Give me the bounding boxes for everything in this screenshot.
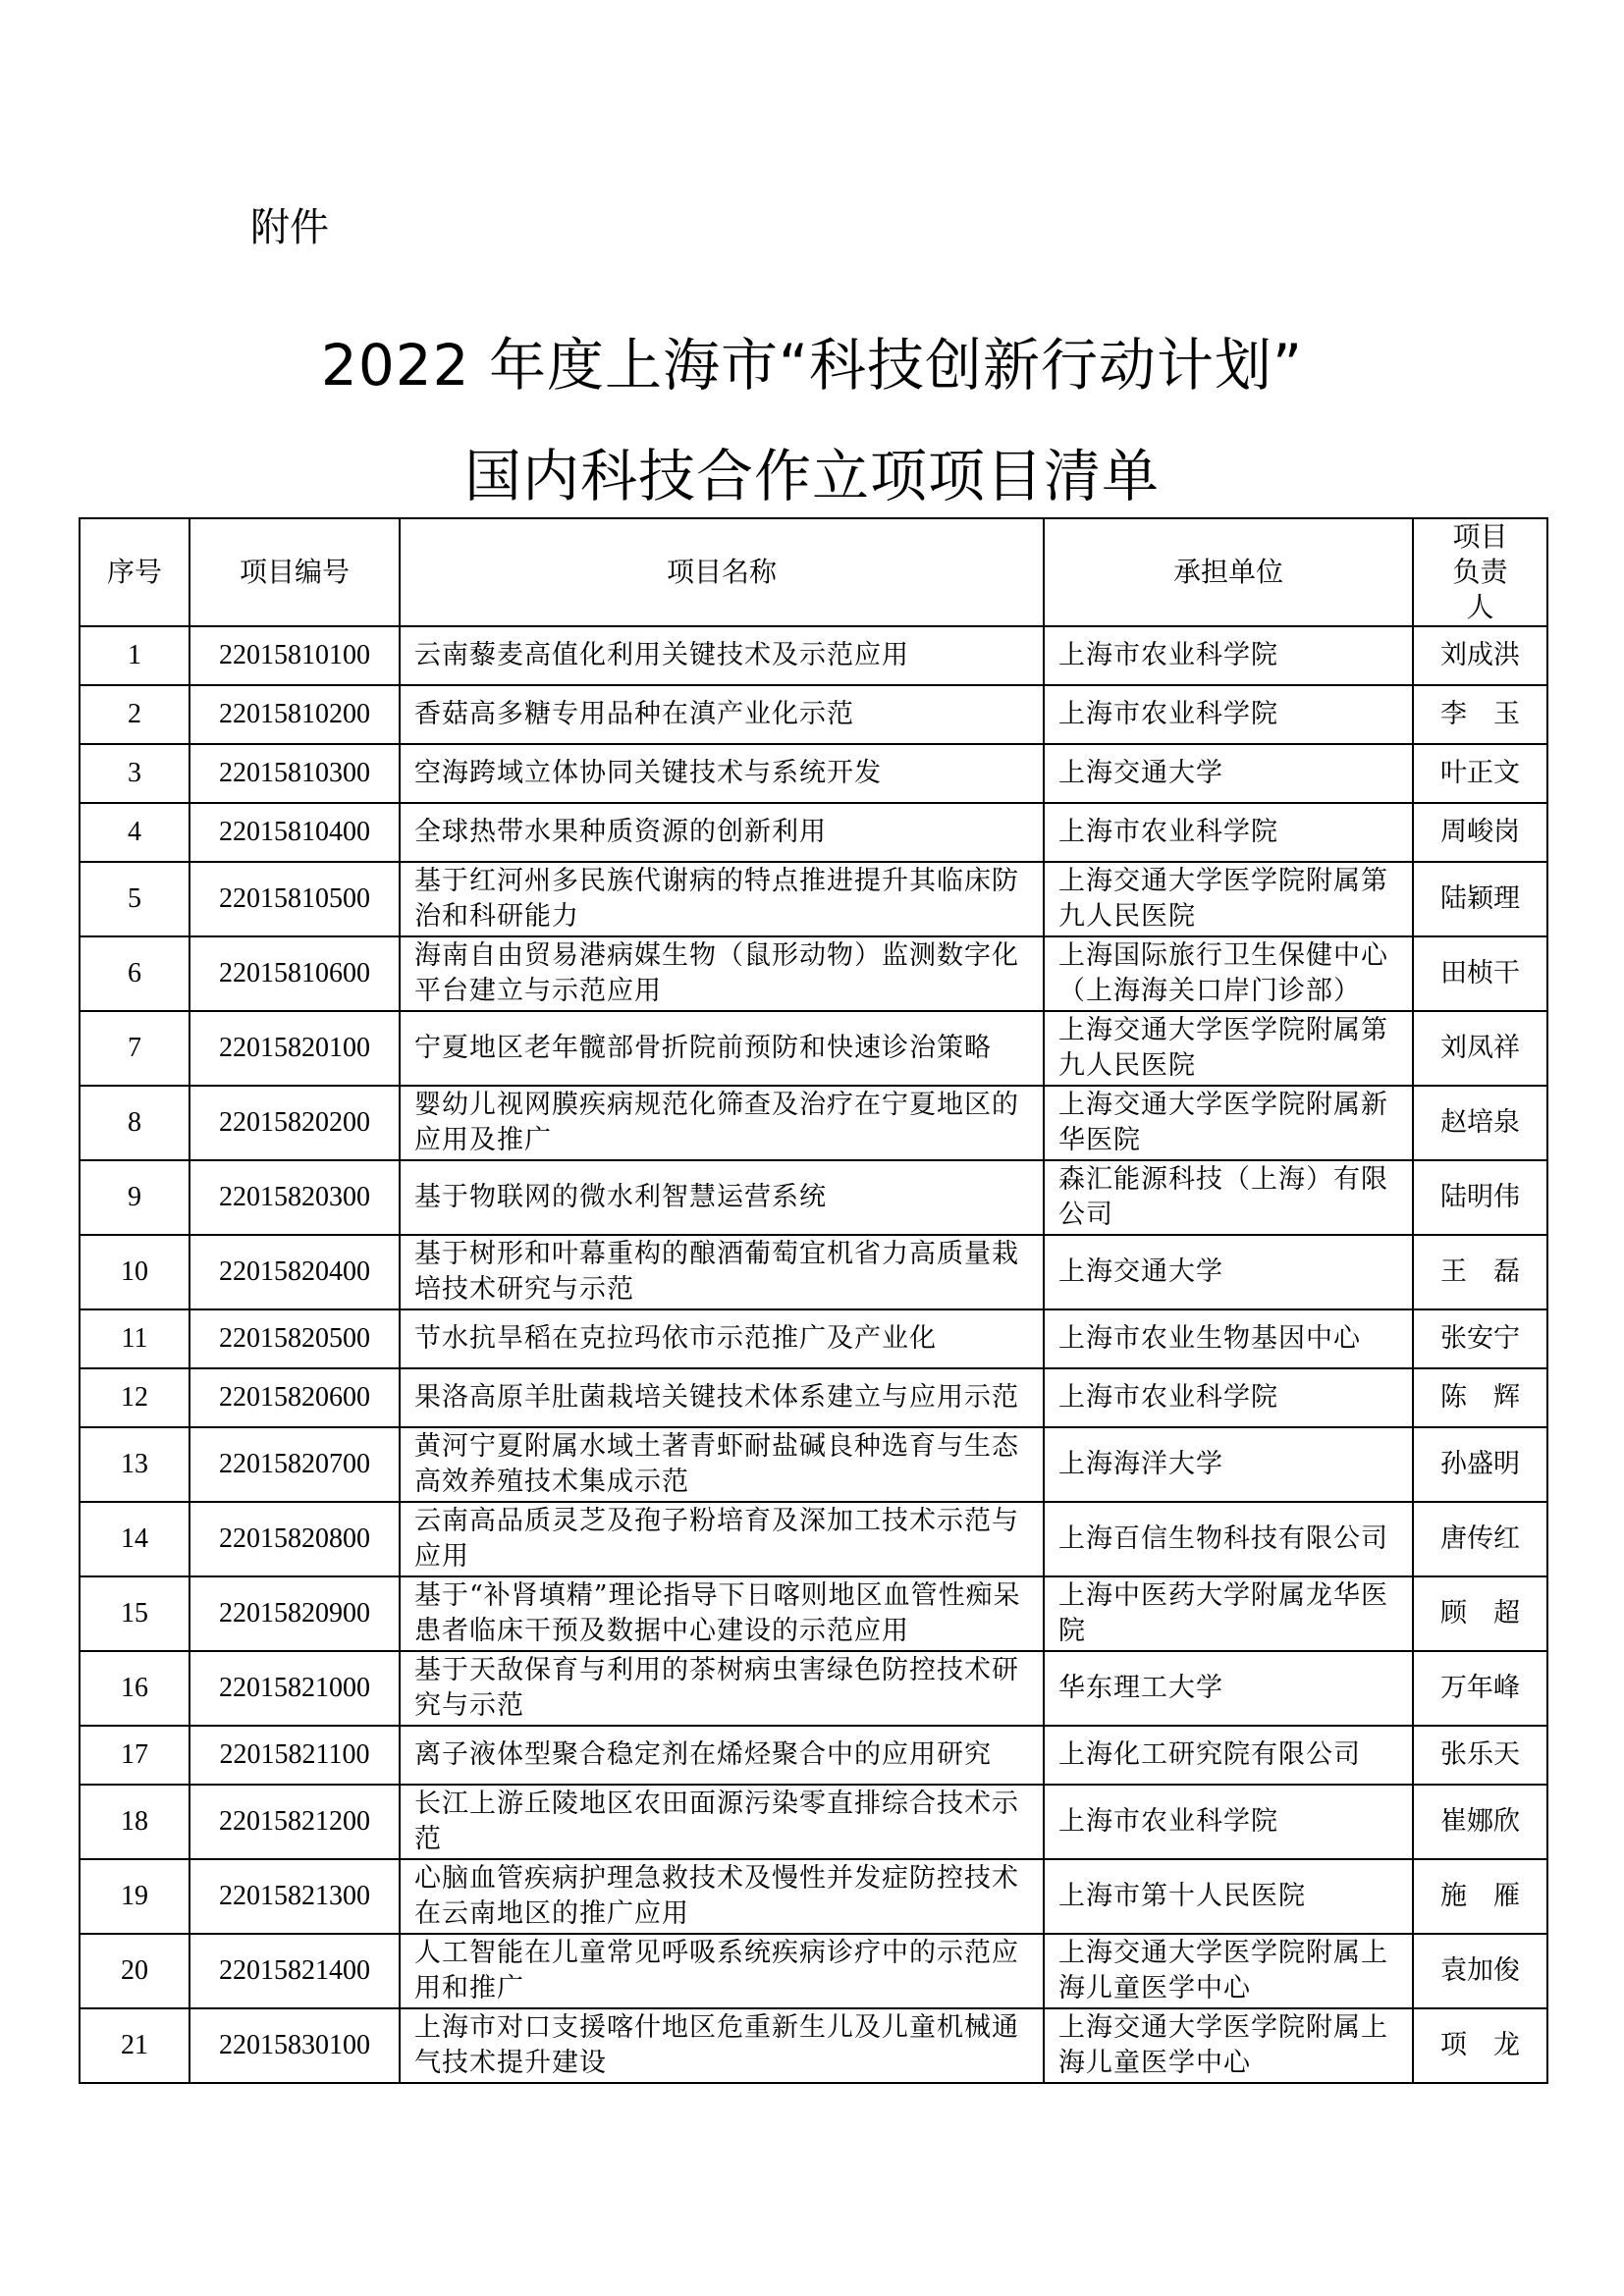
page-title-line2: 国内科技合作立项项目清单 <box>463 443 1160 509</box>
cell-org: 上海国际旅行卫生保健中心（上海海关口岸门诊部） <box>1044 936 1413 1011</box>
cell-code: 22015820100 <box>189 1011 400 1086</box>
cell-leader: 赵培泉 <box>1413 1086 1547 1160</box>
cell-project-name: 宁夏地区老年髋部骨折院前预防和快速诊治策略 <box>400 1011 1044 1086</box>
cell-code: 22015821200 <box>189 1785 400 1859</box>
cell-org: 上海交通大学 <box>1044 1235 1413 1309</box>
cell-seq: 18 <box>80 1785 189 1859</box>
cell-code: 22015820700 <box>189 1427 400 1502</box>
annex-label: 附件 <box>250 205 329 250</box>
cell-project-name: 空海跨域立体协同关键技术与系统开发 <box>400 744 1044 803</box>
table-row <box>80 1368 1547 1427</box>
cell-seq: 1 <box>80 626 189 685</box>
cell-leader: 顾 超 <box>1413 1576 1547 1651</box>
cell-org: 上海交通大学医学院附属新华医院 <box>1044 1086 1413 1160</box>
cell-code: 22015820500 <box>189 1309 400 1368</box>
table-row <box>80 1576 1547 1651</box>
page-title-line1: 2022 年度上海市“科技创新行动计划” <box>320 332 1304 399</box>
cell-leader: 崔娜欣 <box>1413 1785 1547 1859</box>
cell-code: 22015830100 <box>189 2008 400 2083</box>
table-row <box>80 1651 1547 1726</box>
cell-seq: 21 <box>80 2008 189 2083</box>
cell-project-name: 节水抗旱稻在克拉玛依市示范推广及产业化 <box>400 1309 1044 1368</box>
cell-org: 森汇能源科技（上海）有限公司 <box>1044 1160 1413 1235</box>
table-row <box>80 936 1547 1011</box>
table-row <box>80 1086 1547 1160</box>
header-leader: 项目负责人 <box>1413 518 1547 626</box>
cell-leader: 陈 辉 <box>1413 1368 1547 1427</box>
cell-seq: 7 <box>80 1011 189 1086</box>
cell-code: 22015820400 <box>189 1235 400 1309</box>
cell-code: 22015821400 <box>189 1934 400 2008</box>
cell-org: 上海交通大学医学院附属第九人民医院 <box>1044 1011 1413 1086</box>
table-row <box>80 1309 1547 1368</box>
cell-project-name: 云南藜麦高值化利用关键技术及示范应用 <box>400 626 1044 685</box>
cell-seq: 11 <box>80 1309 189 1368</box>
table-row <box>80 626 1547 685</box>
cell-code: 22015820300 <box>189 1160 400 1235</box>
table-row <box>80 1859 1547 1934</box>
cell-leader: 刘凤祥 <box>1413 1011 1547 1086</box>
cell-seq: 2 <box>80 685 189 744</box>
cell-org: 上海市农业科学院 <box>1044 685 1413 744</box>
table-row <box>80 685 1547 744</box>
header-org: 承担单位 <box>1044 518 1413 626</box>
cell-project-name: 人工智能在儿童常见呼吸系统疾病诊疗中的示范应用和推广 <box>400 1934 1044 2008</box>
header-code: 项目编号 <box>189 518 400 626</box>
cell-project-name: 香菇高多糖专用品种在滇产业化示范 <box>400 685 1044 744</box>
table-row <box>80 1160 1547 1235</box>
cell-seq: 16 <box>80 1651 189 1726</box>
cell-leader: 张安宁 <box>1413 1309 1547 1368</box>
cell-org: 上海海洋大学 <box>1044 1427 1413 1502</box>
cell-seq: 5 <box>80 862 189 936</box>
table-header-row <box>80 518 1547 626</box>
cell-leader: 王 磊 <box>1413 1235 1547 1309</box>
cell-leader: 李 玉 <box>1413 685 1547 744</box>
cell-code: 22015821300 <box>189 1859 400 1934</box>
cell-code: 22015821100 <box>189 1726 400 1785</box>
table-row <box>80 2008 1547 2083</box>
table-row <box>80 1934 1547 2008</box>
cell-leader: 周峻岗 <box>1413 803 1547 862</box>
cell-org: 上海市农业科学院 <box>1044 1368 1413 1427</box>
cell-leader: 袁加俊 <box>1413 1934 1547 2008</box>
cell-project-name: 果洛高原羊肚菌栽培关键技术体系建立与应用示范 <box>400 1368 1044 1427</box>
cell-seq: 13 <box>80 1427 189 1502</box>
cell-code: 22015810500 <box>189 862 400 936</box>
cell-org: 上海交通大学 <box>1044 744 1413 803</box>
cell-org: 华东理工大学 <box>1044 1651 1413 1726</box>
cell-org: 上海交通大学医学院附属上海儿童医学中心 <box>1044 1934 1413 2008</box>
cell-seq: 15 <box>80 1576 189 1651</box>
cell-leader: 项 龙 <box>1413 2008 1547 2083</box>
cell-leader: 张乐天 <box>1413 1726 1547 1785</box>
cell-project-name: 上海市对口支援喀什地区危重新生儿及儿童机械通气技术提升建设 <box>400 2008 1044 2083</box>
cell-code: 22015810100 <box>189 626 400 685</box>
cell-leader: 叶正文 <box>1413 744 1547 803</box>
table-row <box>80 1726 1547 1785</box>
cell-leader: 唐传红 <box>1413 1502 1547 1576</box>
cell-project-name: 全球热带水果种质资源的创新利用 <box>400 803 1044 862</box>
cell-org: 上海市农业科学院 <box>1044 626 1413 685</box>
table-row <box>80 803 1547 862</box>
cell-org: 上海交通大学医学院附属第九人民医院 <box>1044 862 1413 936</box>
cell-code: 22015810600 <box>189 936 400 1011</box>
cell-org: 上海交通大学医学院附属上海儿童医学中心 <box>1044 2008 1413 2083</box>
cell-project-name: 长江上游丘陵地区农田面源污染零直排综合技术示范 <box>400 1785 1044 1859</box>
cell-leader: 施 雁 <box>1413 1859 1547 1934</box>
cell-project-name: 婴幼儿视网膜疾病规范化筛查及治疗在宁夏地区的应用及推广 <box>400 1086 1044 1160</box>
header-name: 项目名称 <box>400 518 1044 626</box>
cell-seq: 14 <box>80 1502 189 1576</box>
cell-seq: 20 <box>80 1934 189 2008</box>
cell-project-name: 基于物联网的微水利智慧运营系统 <box>400 1160 1044 1235</box>
cell-org: 上海化工研究院有限公司 <box>1044 1726 1413 1785</box>
table-row <box>80 862 1547 936</box>
cell-code: 22015820200 <box>189 1086 400 1160</box>
cell-project-name: 海南自由贸易港病媒生物（鼠形动物）监测数字化平台建立与示范应用 <box>400 936 1044 1011</box>
table-row <box>80 1785 1547 1859</box>
header-seq: 序号 <box>80 518 189 626</box>
cell-seq: 9 <box>80 1160 189 1235</box>
cell-project-name: 基于红河州多民族代谢病的特点推进提升其临床防治和科研能力 <box>400 862 1044 936</box>
cell-seq: 4 <box>80 803 189 862</box>
cell-code: 22015820900 <box>189 1576 400 1651</box>
cell-seq: 10 <box>80 1235 189 1309</box>
cell-code: 22015821000 <box>189 1651 400 1726</box>
cell-leader: 万年峰 <box>1413 1651 1547 1726</box>
cell-seq: 8 <box>80 1086 189 1160</box>
cell-org: 上海中医药大学附属龙华医院 <box>1044 1576 1413 1651</box>
cell-code: 22015810400 <box>189 803 400 862</box>
cell-org: 上海市第十人民医院 <box>1044 1859 1413 1934</box>
project-table <box>79 517 1548 2084</box>
cell-project-name: 基于“补肾填精”理论指导下日喀则地区血管性痴呆患者临床干预及数据中心建设的示范应用 <box>400 1576 1044 1651</box>
cell-code: 22015810200 <box>189 685 400 744</box>
cell-leader: 刘成洪 <box>1413 626 1547 685</box>
cell-code: 22015820800 <box>189 1502 400 1576</box>
cell-project-name: 云南高品质灵芝及孢子粉培育及深加工技术示范与应用 <box>400 1502 1044 1576</box>
table-row <box>80 1235 1547 1309</box>
cell-org: 上海市农业科学院 <box>1044 1785 1413 1859</box>
cell-leader: 田桢干 <box>1413 936 1547 1011</box>
cell-seq: 6 <box>80 936 189 1011</box>
cell-org: 上海市农业科学院 <box>1044 803 1413 862</box>
cell-project-name: 离子液体型聚合稳定剂在烯烃聚合中的应用研究 <box>400 1726 1044 1785</box>
cell-seq: 17 <box>80 1726 189 1785</box>
table-row <box>80 1427 1547 1502</box>
cell-project-name: 心脑血管疾病护理急救技术及慢性并发症防控技术在云南地区的推广应用 <box>400 1859 1044 1934</box>
cell-code: 22015810300 <box>189 744 400 803</box>
cell-org: 上海百信生物科技有限公司 <box>1044 1502 1413 1576</box>
cell-project-name: 黄河宁夏附属水域土著青虾耐盐碱良种选育与生态高效养殖技术集成示范 <box>400 1427 1044 1502</box>
cell-org: 上海市农业生物基因中心 <box>1044 1309 1413 1368</box>
table-row <box>80 1011 1547 1086</box>
cell-seq: 3 <box>80 744 189 803</box>
table-row <box>80 1502 1547 1576</box>
cell-code: 22015820600 <box>189 1368 400 1427</box>
table-body <box>80 626 1547 2083</box>
table-row <box>80 744 1547 803</box>
cell-leader: 陆明伟 <box>1413 1160 1547 1235</box>
cell-seq: 19 <box>80 1859 189 1934</box>
cell-leader: 陆颖理 <box>1413 862 1547 936</box>
cell-project-name: 基于树形和叶幕重构的酿酒葡萄宜机省力高质量栽培技术研究与示范 <box>400 1235 1044 1309</box>
cell-seq: 12 <box>80 1368 189 1427</box>
cell-project-name: 基于天敌保育与利用的茶树病虫害绿色防控技术研究与示范 <box>400 1651 1044 1726</box>
cell-leader: 孙盛明 <box>1413 1427 1547 1502</box>
